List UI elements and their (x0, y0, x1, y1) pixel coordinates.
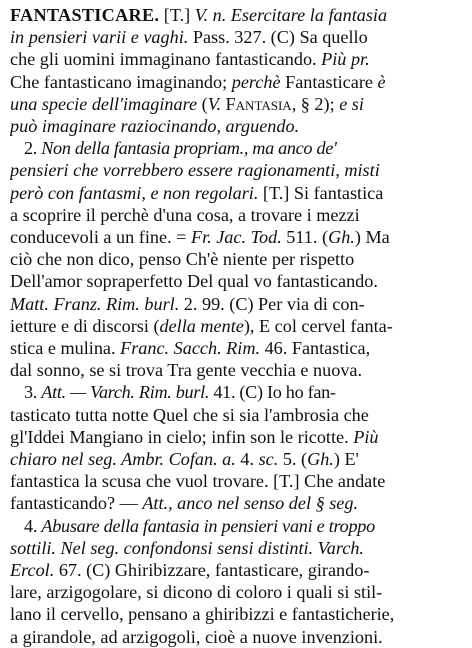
text-segment: perchè (231, 71, 286, 92)
text-line (10, 381, 464, 403)
text-segment: lano il cervello, pensano a ghiribizzi e fantasticherie, (10, 604, 395, 625)
text-segment: ) E' (333, 449, 359, 470)
text-line (10, 603, 464, 625)
text-line (10, 71, 464, 93)
text-segment: 4. (240, 449, 259, 470)
text-segment: dal sonno, se si trova Tra gente vecchia e nuova. (10, 360, 363, 381)
text-segment: una specie dell'imaginare (10, 93, 202, 114)
text-line (10, 315, 464, 337)
text-segment: Fantasticare (285, 71, 378, 92)
text-line (10, 559, 464, 581)
text-segment: sc. (258, 449, 283, 470)
text-segment: Che fantasticano imaginando; (10, 71, 232, 92)
text-segment: [T.] (159, 5, 195, 25)
text-segment: gl'Iddei Mangiano in cielo; infin son le ricotte. (10, 426, 354, 447)
text-segment: 67. (C) Ghiribizzare, fantasticare, girando- (58, 560, 370, 581)
text-segment: conducevoli a un fine. = (10, 227, 191, 248)
text-segment: Più pr. (321, 49, 370, 70)
text-segment: Matt. Franz. Rim. burl. (10, 293, 184, 314)
text-line (10, 359, 464, 381)
text-segment: Fr. Jac. Tod. (190, 227, 287, 248)
text-segment: Att. — Varch. Rim. burl. (41, 382, 214, 403)
text-line (10, 93, 464, 115)
text-segment: 46. Fantastica, (264, 338, 371, 359)
text-line (10, 115, 464, 137)
text-segment: 4. (24, 515, 42, 536)
text-segment: Dell'amor sopraperfetto Del qual vo fantasticando. (10, 271, 378, 292)
text-segment: Abusare della fantasia in pensieri vani e troppo (41, 515, 375, 536)
text-line (10, 537, 464, 559)
text-segment: fantasticando? — (10, 493, 143, 514)
text-segment: e si (339, 93, 364, 114)
text-segment: tasticato tutta notte Quel che si sia l'ambrosia che (10, 404, 369, 425)
text-line (10, 226, 464, 248)
text-segment: ) Ma (354, 227, 390, 248)
text-segment: lare, arzigogolare, si dicono di coloro i quali si stil- (10, 582, 383, 603)
text-segment: pensieri che vorrebbero essere ragionamenti, misti (10, 160, 380, 181)
text-segment: sottili. Nel seg. confondonsi sensi distinti. Varch. (10, 537, 364, 558)
text-line (10, 137, 464, 159)
text-segment: Non della fantasia propriam., ma anco de' (41, 138, 337, 159)
text-line (10, 270, 464, 292)
text-line (10, 404, 464, 426)
text-segment: ietture e di discorsi ( (10, 315, 160, 336)
text-segment: Franc. Sacch. Rim. (120, 338, 265, 359)
text-line (10, 4, 464, 26)
text-segment: Pass. 327. (C) Sa quello (192, 27, 368, 48)
text-segment: ( (201, 93, 208, 114)
text-segment: della mente (159, 315, 244, 336)
text-segment: però con fantasmi, e non regolari. (10, 182, 263, 203)
text-line (10, 581, 464, 603)
text-segment: Gh. (328, 227, 355, 248)
text-line (10, 515, 464, 537)
text-segment: V. n. Esercitare la fantasia (194, 5, 388, 25)
text-segment: [T.] Si fantastica (262, 182, 384, 203)
text-line (10, 626, 464, 648)
text-segment: ciò che non dico, penso Ch'è niente per rispetto (10, 249, 355, 270)
text-segment: a scoprire il perchè d'una cosa, a trovare i mezzi (10, 204, 360, 225)
text-segment: fantastica la scusa che vuol trovare. [T.] Che andate (10, 471, 386, 492)
text-segment: Più (353, 426, 379, 447)
text-segment: 41. (C) Io ho fan- (213, 382, 336, 403)
text-segment: V. (207, 93, 226, 114)
text-line (10, 293, 464, 315)
text-segment: Ercol. (10, 560, 59, 581)
text-line (10, 426, 464, 448)
text-segment: Gh. (307, 449, 334, 470)
headword: FANTASTICARE. (10, 5, 160, 25)
text-segment: Att., anco nel senso del § seg. (142, 493, 358, 514)
text-line (10, 159, 464, 181)
text-segment: , § 2); (291, 93, 340, 114)
text-segment: 3. (24, 382, 42, 403)
text-segment: può imaginare raziocinando, arguendo. (10, 116, 300, 137)
text-segment: 5. ( (282, 449, 308, 470)
text-segment: a girandole, ad arzigogoli, cioè a nuove invenzioni. (10, 626, 383, 647)
text-segment: in pensieri varii e vaghi. (10, 27, 193, 48)
text-line (10, 204, 464, 226)
text-segment: 511. ( (286, 227, 329, 248)
text-segment: 2. 99. (C) Per via di con- (183, 293, 365, 314)
text-line (10, 48, 464, 70)
text-line (10, 182, 464, 204)
text-line (10, 26, 464, 48)
text-segment: 2. (24, 138, 42, 159)
text-line (10, 337, 464, 359)
text-line (10, 492, 464, 514)
text-segment: Fantasia (225, 93, 292, 114)
text-segment: è (377, 71, 386, 92)
text-line (10, 448, 464, 470)
text-line (10, 248, 464, 270)
text-segment: ), E col cervel fanta- (243, 315, 393, 336)
text-line (10, 470, 464, 492)
text-segment: che gli uomini immaginano fantasticando. (10, 49, 322, 70)
text-segment: stica e mulina. (10, 338, 121, 359)
text-segment: chiaro nel seg. Ambr. Cofan. a. (10, 449, 241, 470)
